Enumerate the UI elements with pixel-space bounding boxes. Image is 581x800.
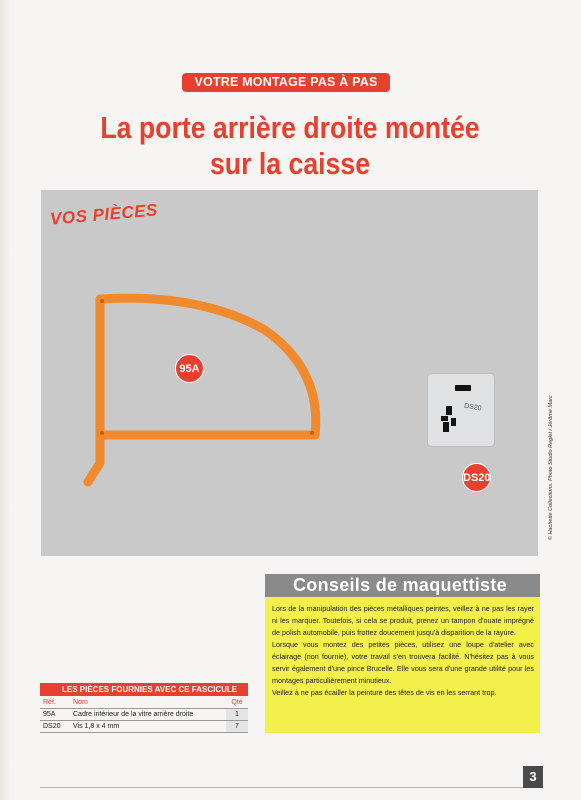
tips-heading: Conseils de maquettiste: [265, 574, 540, 597]
col-qty-header: Qté: [226, 697, 248, 709]
section-banner: VOTRE MONTAGE PAS À PAS: [182, 73, 390, 92]
part-label-ds20: DS20: [462, 463, 491, 492]
part-name: Cadre intérieur de la vitre arrière droite: [70, 709, 226, 721]
part-name: Vis 1,8 x 4 mm: [70, 721, 226, 733]
table-row: [40, 709, 248, 721]
window-frame-part-image: [60, 285, 330, 490]
part-qty: 1: [226, 709, 248, 721]
part-label-95a: 95A: [175, 354, 204, 383]
page-edge: [0, 0, 10, 800]
footer-rule: [40, 787, 523, 788]
part-qty: 7: [226, 721, 248, 733]
vos-pieces-label: VOS PIÈCES: [49, 200, 159, 229]
part-ref: DS20: [40, 721, 70, 733]
bag-label: DS20: [463, 402, 482, 413]
tip-paragraph: Lorsque vous montez des petites pièces, utilisez une loupe d'atelier avec éclairage (non fournie), votre travail s'en trouvera facilité. N'hésitez pas à vous servir également d'une pince Brucelle. Elle vous sera d'une grande utilité pour les montages particulièrement minutieux.: [272, 640, 534, 685]
title-line-2: sur la caisse: [209, 146, 371, 181]
part-ref: 95A: [40, 709, 70, 721]
tip-paragraph: Lors de la manipulation des pièces métalliques peintes, veillez à ne pas les rayer ni les marquer. Toutefois, si cela se produit, prenez un tampon d'ouate imprégné de polish automobile, puis frottez doucement jusqu'à disparition de la rayure.: [272, 604, 534, 637]
tip-paragraph: Veillez à ne pas écailler la peinture des têtes de vis en les serrant trop.: [272, 688, 497, 697]
page-number: 3: [523, 766, 543, 788]
table-row: [40, 721, 248, 733]
col-name-header: Nom: [70, 697, 226, 709]
parts-table-heading: LES PIÈCES FOURNIES AVEC CE FASCICULE: [40, 683, 248, 696]
photo-credit: © Hachette Collections. Photo Studio Reglet / Jérôme Marc: [548, 395, 554, 540]
title-line-1: La porte arrière droite montée: [100, 110, 480, 145]
col-ref-header: Réf.: [40, 697, 70, 709]
parts-table-header: [40, 697, 248, 709]
tips-box: [265, 597, 540, 733]
parts-table: [40, 697, 248, 733]
page-title: [75, 110, 505, 182]
